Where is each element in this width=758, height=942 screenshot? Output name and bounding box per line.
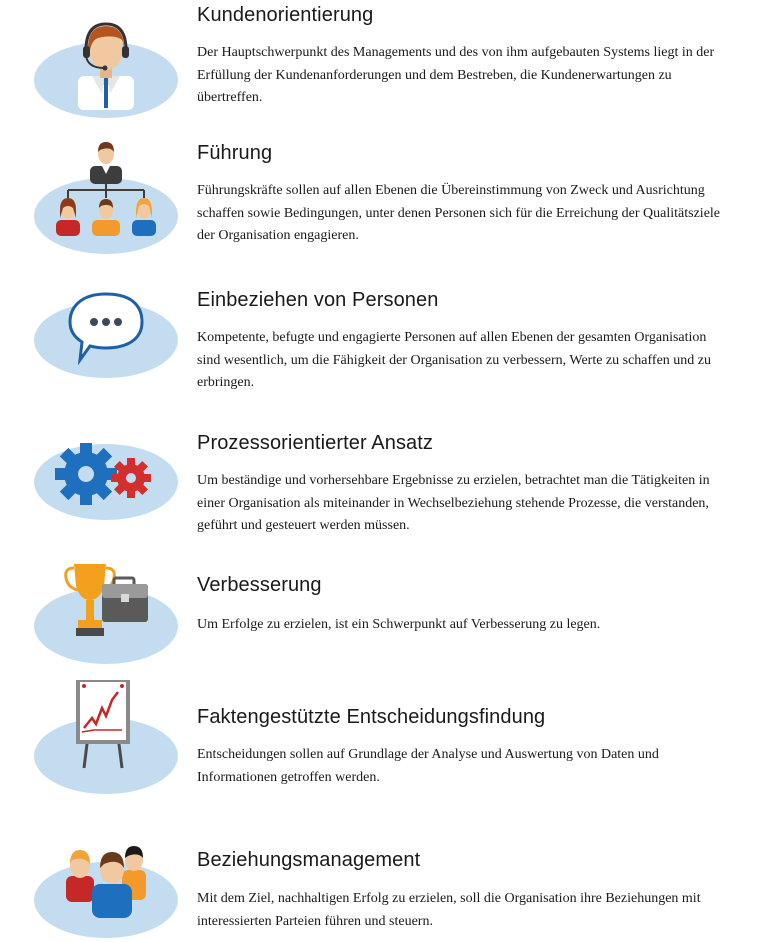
principle-text: Entscheidungen sollen auf Grundlage der Analyse und Auswertung von Daten und Informationen getroffen werden. — [197, 747, 659, 785]
principle-text: Mit dem Ziel, nachhaltigen Erfolg zu erzielen, soll die Organisation ihre Beziehungen mit interessierten Parteien führen und steuern. — [197, 891, 701, 929]
principle-title: Einbeziehen von Personen — [197, 289, 439, 311]
trophy-briefcase-icon — [34, 560, 179, 666]
principle-text: Kompetente, befugte und engagierte Personen auf allen Ebenen der gesamten Organisation sind wesentlich, um die Fähigkeit der Organisation zu verbessern, Werte zu schaffen und zu erbringen. — [197, 330, 712, 390]
principle-title: Verbesserung — [197, 574, 322, 596]
principle-title: Faktengestützte Entscheidungsfindung — [197, 706, 546, 728]
flipchart-graph-icon — [34, 680, 179, 796]
principle-text: Führungskräfte sollen auf allen Ebenen die Übereinstimmung von Zweck und Ausrichtung schaffen sowie Bedingungen, unter denen Personen sich für die Erreichung der Qualitätsziele der Organisation engagieren. — [197, 183, 721, 243]
speech-bubble-icon — [34, 290, 179, 380]
principle-title: Prozessorientierter Ansatz — [197, 432, 434, 454]
customer-service-headset-icon — [34, 14, 179, 120]
principle-text: Um beständige und vorhersehbare Ergebnisse zu erzielen, betrachtet man die Tätigkeiten in einer Organisation als miteinander in Wechselbeziehung stehende Prozesse, die verstanden, geführt und gesteuert werden müssen. — [197, 473, 710, 533]
leadership-org-chart-icon — [34, 138, 179, 256]
principle-title: Führung — [197, 142, 273, 164]
people-group-icon — [34, 840, 179, 940]
principle-title: Kundenorientierung — [197, 4, 374, 26]
principle-text: Um Erfolge zu erzielen, ist ein Schwerpunkt auf Verbesserung zu legen. — [197, 617, 601, 632]
principle-text: Der Hauptschwerpunkt des Managements und des von ihm aufgebauten Systems liegt in der Erfüllung der Kundenanforderungen und dem Bestreben, die Kundenerwartungen zu übertreffen. — [197, 45, 715, 105]
principle-title: Beziehungsmanagement — [197, 849, 421, 871]
gears-icon — [34, 440, 179, 524]
